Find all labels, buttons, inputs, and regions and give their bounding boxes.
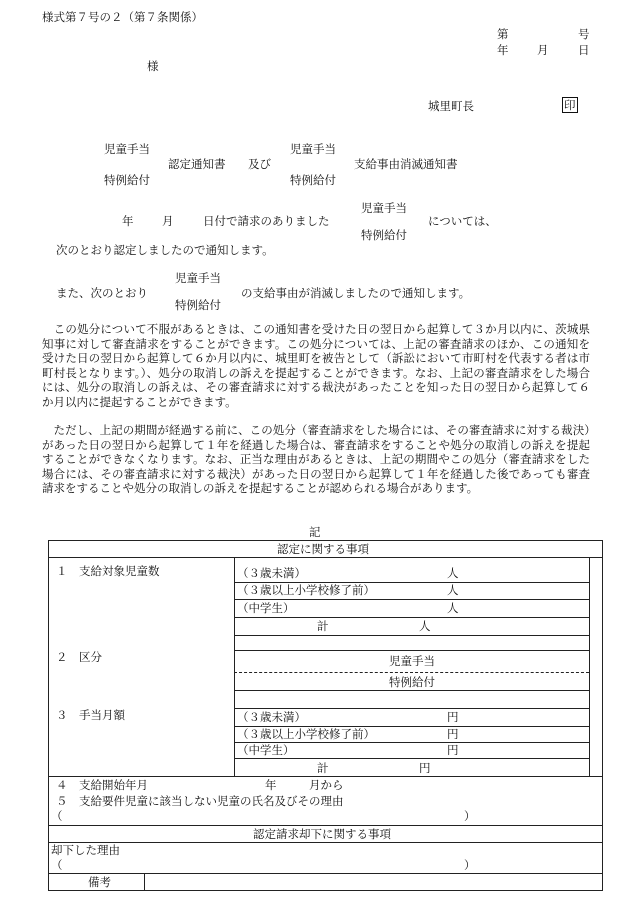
table-rule — [234, 599, 589, 600]
title-conjunction: 及び — [248, 157, 271, 171]
sentence2-head: また、次のとおり — [56, 286, 148, 300]
table-rule — [48, 873, 603, 874]
kubun-divider — [234, 672, 589, 673]
table-rule — [48, 776, 603, 777]
seal-mark: 印 — [564, 98, 576, 112]
reject-paren-open: （ — [51, 858, 63, 872]
sentence1-cont: 次のとおり認定しましたので通知します。 — [56, 243, 274, 257]
table-column-divider — [144, 873, 145, 890]
recipient-honorific: 様 — [147, 59, 159, 73]
sentence1-month: 月 — [162, 214, 174, 228]
table-rule — [234, 690, 589, 691]
table-column-divider — [589, 557, 590, 776]
issuer-name: 城里町長 — [428, 99, 474, 113]
table-rule — [234, 635, 589, 636]
title-b-line2: 特例給付 — [290, 173, 336, 187]
row4-label: ４ 支給開始年月 — [56, 778, 148, 792]
sentence2-line1: 児童手当 — [175, 271, 221, 285]
row5-paren-close: ） — [464, 809, 476, 823]
table-rule — [234, 758, 589, 759]
row5-label: ５ 支給要件児童に該当しない児童の氏名及びその理由 — [56, 794, 344, 808]
sentence1-year: 年 — [122, 214, 134, 228]
table-column-divider — [234, 557, 235, 776]
row1-age-middle: （中学生） — [237, 601, 295, 615]
sentence1-line1: 児童手当 — [361, 201, 407, 215]
sentence1-line2: 特例給付 — [361, 228, 407, 242]
row3-total: 計 — [317, 761, 329, 775]
row3-age-under3: （３歳未満） — [237, 710, 306, 724]
row4-year: 年 — [265, 778, 277, 792]
section1-title: 認定に関する事項 — [277, 542, 369, 556]
table-border-left — [48, 540, 49, 891]
row2-label: ２ 区分 — [56, 650, 102, 664]
table-border-top — [48, 540, 603, 541]
row3-unit: 円 — [447, 743, 459, 757]
table-rule — [234, 650, 589, 651]
doc-number-prefix: 第 — [497, 27, 509, 41]
row3-age-3-to-elem: （３歳以上小学校修了前） — [237, 727, 375, 741]
row1-label: １ 支給対象児童数 — [56, 564, 160, 578]
table-border-bottom — [48, 890, 603, 891]
sentence1-tail: 日付で請求のありました — [203, 214, 330, 228]
kubun-tokurei-kyufu: 特例給付 — [389, 675, 435, 689]
date-day-label: 日 — [578, 43, 590, 57]
reject-paren-close: ） — [464, 858, 476, 872]
date-year-label: 年 — [497, 43, 509, 57]
row3-unit: 円 — [447, 710, 459, 724]
table-border-right — [602, 540, 603, 891]
sentence2-tail: の支給事由が消滅しましたので通知します。 — [241, 286, 471, 300]
reject-reason-label: 却下した理由 — [51, 843, 120, 857]
form-number: 様式第７号の２（第７条関係） — [42, 10, 203, 24]
remarks-label: 備考 — [88, 875, 111, 889]
row4-from: 月から — [309, 778, 344, 792]
appeal-paragraph-2: ただし、上記の期間が経過する前に、この処分（審査請求をした場合には、その審査請求に対する裁決）があった日の翌日から起算して１年を経過した場合は、審査請求をすることや処分の取消しの訴えを提起することができなくなります。なお、正当な理由があるときは、上記の期間やこの処分（審査請求をした場合には、その審査請求に対する裁決）があった日の翌日から起算して１年を経過した後であっても審査請求をすることや処分の取消しの訴えを提起することが認められる場合があります。 — [42, 423, 590, 496]
details-table — [48, 540, 603, 900]
record-heading: 記 — [309, 525, 321, 539]
row1-age-under3: （３歳未満） — [237, 566, 306, 580]
table-rule — [48, 825, 603, 826]
row1-unit: 人 — [447, 583, 459, 597]
appeal-paragraph-1: この処分について不服があるときは、この通知書を受けた日の翌日から起算して３か月以内に、茨城県知事に対して審査請求をすることができます。この処分については、上記の審査請求のほか、この通知を受けた日の翌日から起算して６か月以内に、城里町を被告として（訴訟において市町村を代表する者は市町村長となります。）、処分の取消しの訴えを提起することができます。なお、上記の審査請求をした場合には、処分の取消しの訴えは、その審査請求に対する裁決があったことを知った日の翌日から起算して６か月以内に提起することができます。 — [42, 322, 590, 409]
row5-paren-open: （ — [51, 809, 63, 823]
row3-label: ３ 手当月額 — [56, 708, 125, 722]
doc-number-suffix: 号 — [578, 27, 590, 41]
table-rule — [234, 708, 589, 709]
row3-age-middle: （中学生） — [237, 743, 295, 757]
row1-total-unit: 人 — [419, 619, 431, 633]
row1-unit: 人 — [447, 566, 459, 580]
title-a-suffix: 認定通知書 — [168, 157, 226, 171]
sentence1-after: については、 — [428, 214, 497, 228]
table-rule — [234, 617, 589, 618]
row1-age-3-to-elem: （３歳以上小学校修了前） — [237, 583, 375, 597]
title-a-line1: 児童手当 — [104, 142, 150, 156]
row3-total-unit: 円 — [419, 761, 431, 775]
date-month-label: 月 — [537, 43, 549, 57]
title-b-line1: 児童手当 — [290, 142, 336, 156]
section2-title: 認定請求却下に関する事項 — [253, 827, 391, 841]
row1-unit: 人 — [447, 601, 459, 615]
row3-unit: 円 — [447, 727, 459, 741]
row1-total: 計 — [317, 619, 329, 633]
kubun-jidou-teate: 児童手当 — [389, 654, 435, 668]
title-a-line2: 特例給付 — [104, 173, 150, 187]
title-b-suffix: 支給事由消滅通知書 — [354, 157, 458, 171]
table-rule — [48, 557, 603, 558]
sentence2-line2: 特例給付 — [175, 298, 221, 312]
table-rule — [48, 842, 603, 843]
